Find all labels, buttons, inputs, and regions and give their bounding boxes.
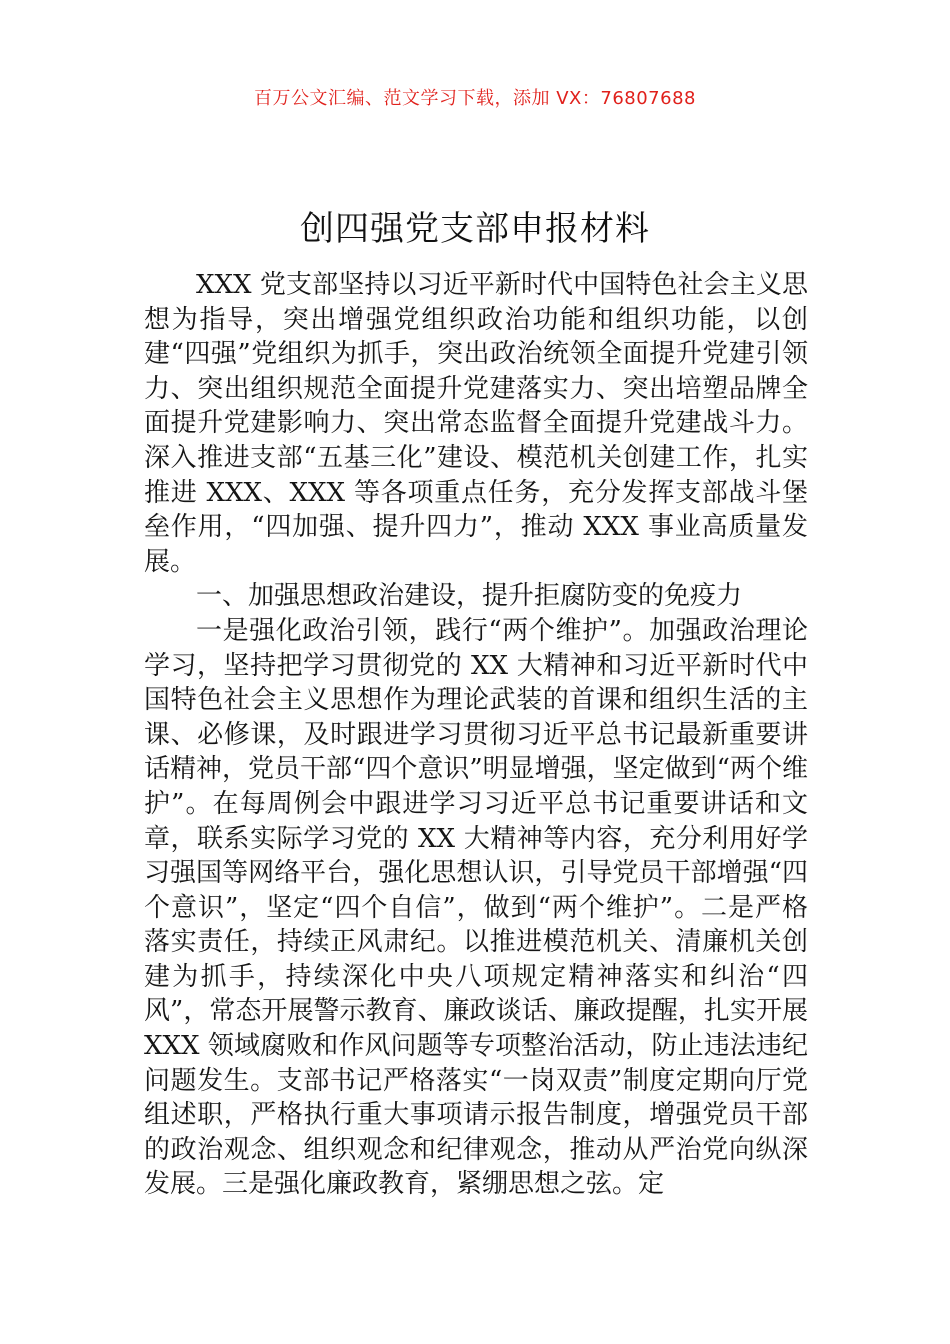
document-body <box>144 268 808 1202</box>
intro-paragraph: XXX 党支部坚持以习近平新时代中国特色社会主义思想为指导，突出增强党组织政治功能和组织功能，以创建“四强”党组织为抓手，突出政治统领全面提升党建引领力、突出组织规范全面提升党建落实力、突出培塑品牌全面提升党建影响力、突出常态监督全面提升党建战斗力。深入推进支部“五基三化”建设、模范机关创建工作，扎实推进 XXX、XXX 等各项重点任务，充分发挥支部战斗堡垒作用，“四加强、提升四力”，推动 XXX 事业高质量发展。 <box>144 270 808 577</box>
document-title: 创四强党支部申报材料 <box>300 208 650 249</box>
download-promo-note: 百万公文汇编、范文学习下载，添加 VX：76807688 <box>254 88 696 109</box>
section-1-paragraph: 一是强化政治引领，践行“两个维护”。加强政治理论学习，坚持把学习贯彻党的 XX 大精神和习近平新时代中国特色社会主义思想作为理论武装的首课和组织生活的主课、必修课，及时跟进学习贯彻习近平总书记最新重要讲话精神，党员干部“四个意识”明显增强，坚定做到“两个维护”。在每周例会中跟进学习习近平总书记重要讲话和文章，联系实际学习党的 XX 大精神等内容，充分利用好学习强国等网络平台，强化思想认识，引导党员干部增强“四个意识”，坚定“四个自信”，做到“两个维护”。二是严格落实责任，持续正风肃纪。以推进模范机关、清廉机关创建为抓手，持续深化中央八项规定精神落实和纠治“四风”，常态开展警示教育、廉政谈话、廉政提醒，扎实开展 XXX 领域腐败和作风问题等专项整治活动，防止违法违纪问题发生。支部书记严格落实“一岗双责”制度定期向厅党组述职，严格执行重大事项请示报告制度，增强党员干部的政治观念、组织观念和纪律观念，推动从严治党向纵深发展。三是强化廉政教育，紧绷思想之弦。定 <box>144 615 808 1200</box>
section-heading-1: 一、加强思想政治建设，提升拒腐防变的免疫力 <box>196 581 743 612</box>
